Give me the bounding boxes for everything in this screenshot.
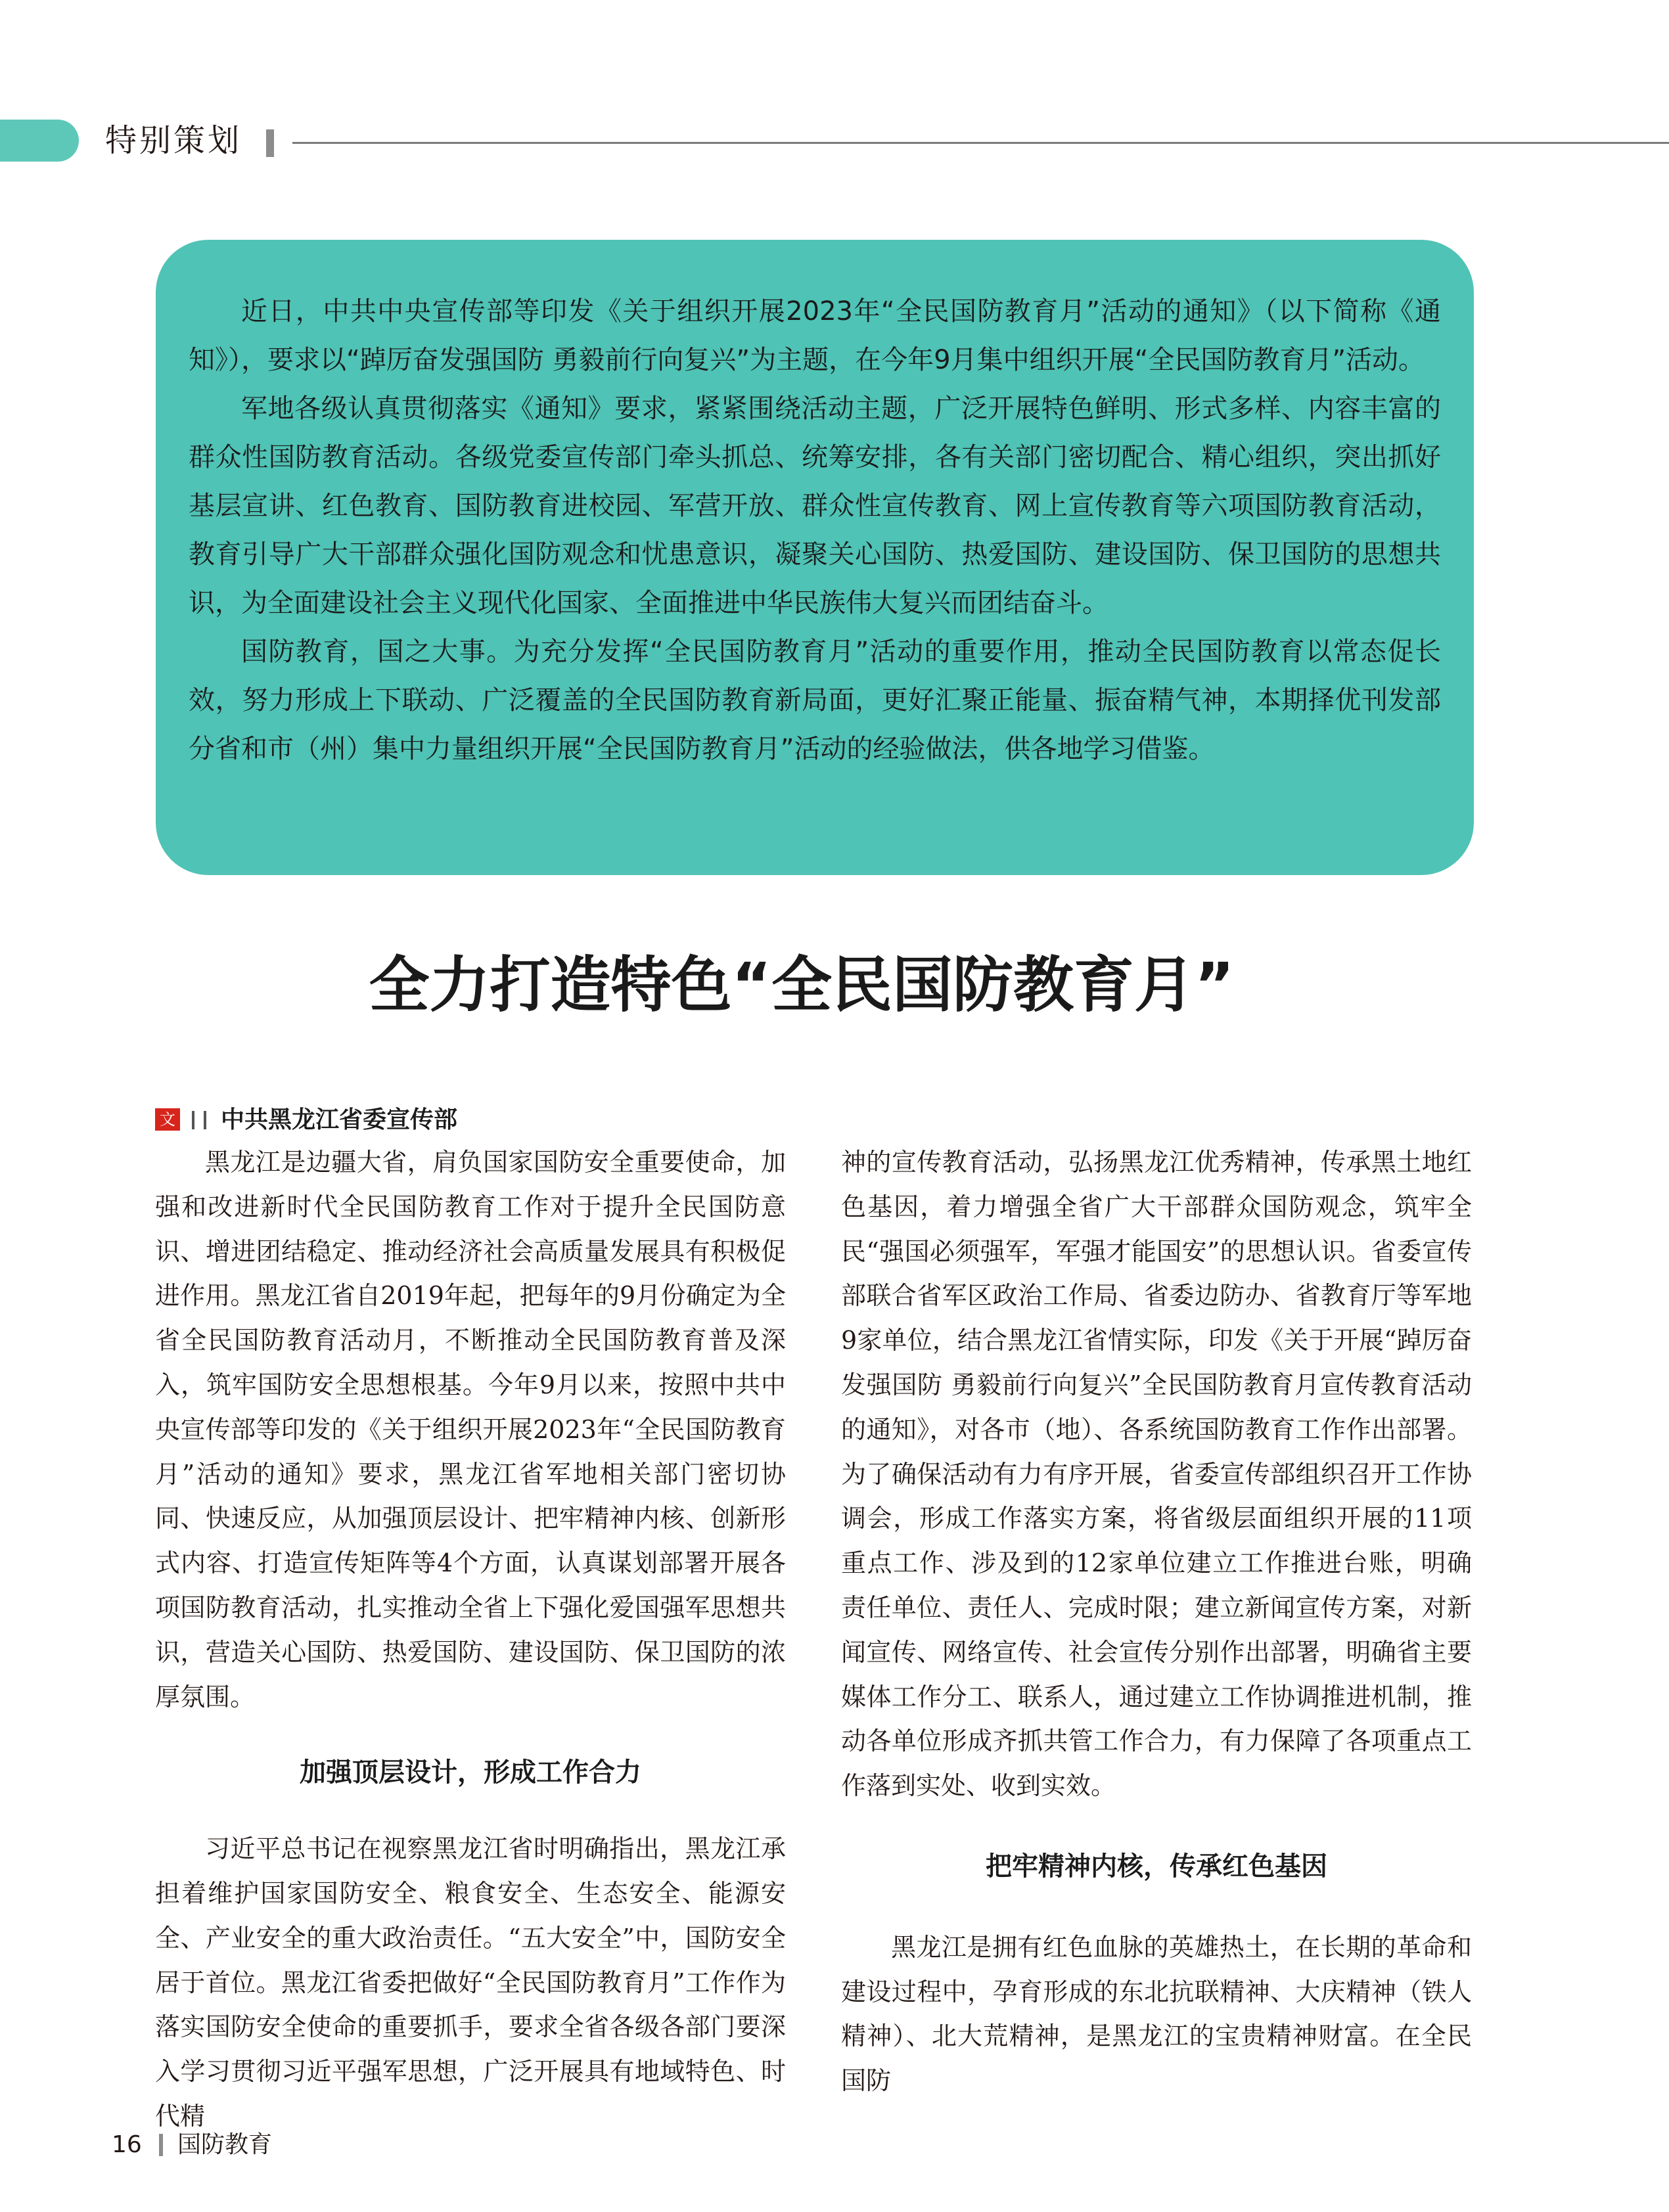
intro-box xyxy=(156,240,1474,875)
body-paragraph: 黑龙江是边疆大省，肩负国家国防安全重要使命，加强和改进新时代全民国防教育工作对于提升全民国防意识、增进团结稳定、推动经济社会高质量发展具有积极促进作用。黑龙江省自2019年起，把每年的9月份确定为全省全民国防教育活动月，不断推动全民国防教育普及深入，筑牢国防安全思想根基。今年9月以来，按照中共中央宣传部等印发的《关于组织开展2023年“全民国防教育月”活动的通知》要求，黑龙江省军地相关部门密切协同、快速反应，从加强顶层设计、把牢精神内核、创新形式内容、打造宣传矩阵等4个方面，认真谋划部署开展各项国防教育活动，扎实推动全省上下强化爱国强军思想共识，营造关心国防、热爱国防、建设国防、保卫国防的浓厚氛围。 xyxy=(155,1148,786,1711)
subheading: 把牢精神内核，传承红色基因 xyxy=(986,1851,1327,1882)
intro-paragraph: 军地各级认真贯彻落实《通知》要求，紧紧围绕活动主题，广泛开展特色鲜明、形式多样、内容丰富的群众性国防教育活动。各级党委宣传部门牵头抓总、统筹安排，各有关部门密切配合、精心组织，突出抓好基层宣讲、红色教育、国防教育进校园、军营开放、群众性宣传教育、网上宣传教育等六项国防教育活动，教育引导广大干部群众强化国防观念和忧患意识，凝聚关心国防、热爱国防、建设国防、保卫国防的思想共识，为全面建设社会主义现代化国家、全面推进中华民族伟大复兴而团结奋斗。 xyxy=(189,394,1441,618)
section-label-divider xyxy=(266,129,274,157)
flag-icon: 文 xyxy=(155,1108,180,1131)
header-rule xyxy=(292,142,1669,144)
left-column xyxy=(155,1140,786,2139)
page-number: 16 xyxy=(112,2131,142,2158)
section-label: 特别策划 xyxy=(105,122,242,159)
byline-divider xyxy=(192,1111,206,1129)
intro-text xyxy=(189,287,1441,773)
intro-paragraph: 国防教育，国之大事。为充分发挥“全民国防教育月”活动的重要作用，推动全民国防教育以常态促长效，努力形成上下联动、广泛覆盖的全民国防教育新局面，更好汇聚正能量、振奋精气神，本期择优刊发部分省和市（州）集中力量组织开展“全民国防教育月”活动的经验做法，供各地学习借鉴。 xyxy=(189,637,1441,764)
intro-paragraph: 近日，中共中央宣传部等印发《关于组织开展2023年“全民国防教育月”活动的通知》（以下简称《通知》），要求以“踔厉奋发强国防 勇毅前行向复兴”为主题，在今年9月集中组织开展“全民国防教育月”活动。 xyxy=(189,296,1441,375)
article-title: 全力打造特色“全民国防教育月” xyxy=(369,950,1235,1020)
header-accent-pill xyxy=(0,120,79,162)
subheading: 加强顶层设计，形成工作合力 xyxy=(300,1757,641,1788)
publication-name: 国防教育 xyxy=(177,2131,273,2158)
body-paragraph: 神的宣传教育活动，弘扬黑龙江优秀精神，传承黑土地红色基因，着力增强全省广大干部群众国防观念，筑牢全民“强国必须强军，军强才能国安”的思想认识。省委宣传部联合省军区政治工作局、省委边防办、省教育厅等军地9家单位，结合黑龙江省情实际，印发《关于开展“踔厉奋发强国防 勇毅前行向复兴”全民国防教育月宣传教育活动的通知》，对各市（地）、各系统国防教育工作作出部署。为了确保活动有力有序开展，省委宣传部组织召开工作协调会，形成工作落实方案，将省级层面组织开展的11项重点工作、涉及到的12家单位建立工作推进台账，明确责任单位、责任人、完成时限；建立新闻宣传方案，对新闻宣传、网络宣传、社会宣传分别作出部署，明确省主要媒体工作分工、联系人，通过建立工作协调推进机制，推动各单位形成齐抓共管工作合力，有力保障了各项重点工作落到实处、收到实效。 xyxy=(841,1148,1472,1801)
footer-divider xyxy=(159,2134,163,2156)
byline-author: 中共黑龙江省委宣传部 xyxy=(221,1106,458,1133)
body-paragraph: 习近平总书记在视察黑龙江省时明确指出，黑龙江承担着维护国家国防安全、粮食安全、生态安全、能源安全、产业安全的重大政治责任。“五大安全”中，国防安全居于首位。黑龙江省委把做好“全民国防教育月”工作作为落实国防安全使命的重要抓手，要求全省各级各部门要深入学习贯彻习近平强军思想，广泛开展具有地域特色、时代精 xyxy=(155,1834,786,2131)
body-paragraph: 黑龙江是拥有红色血脉的英雄热土，在长期的革命和建设过程中，孕育形成的东北抗联精神、大庆精神（铁人精神）、北大荒精神，是黑龙江的宝贵精神财富。在全民国防 xyxy=(841,1932,1472,2096)
right-column xyxy=(841,1140,1472,2104)
